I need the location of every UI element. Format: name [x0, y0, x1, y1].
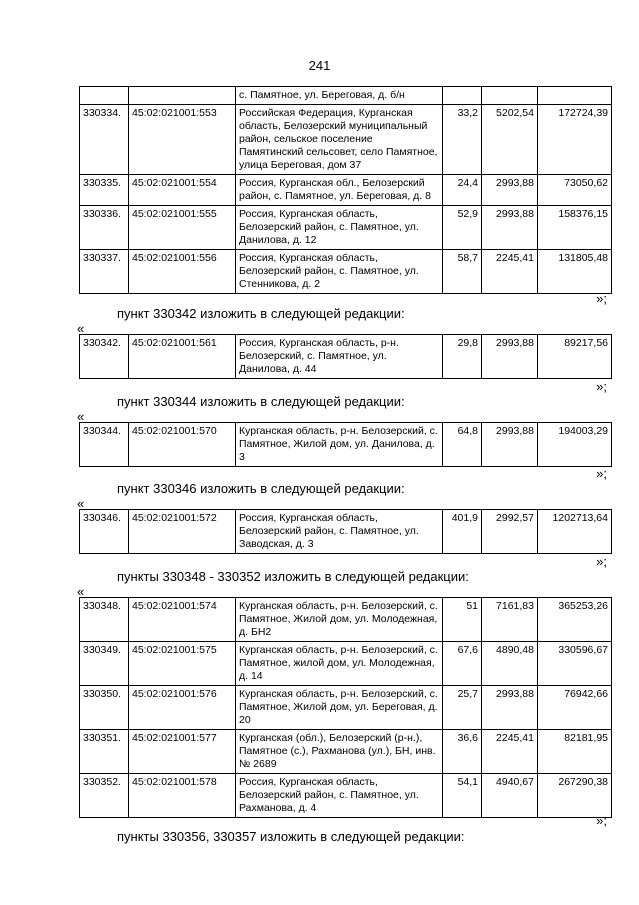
- cadastral-number: 45:02:021001:572: [129, 510, 236, 554]
- open-quote: «: [77, 496, 85, 511]
- cadastral-value-cell: 330596,67: [538, 642, 612, 686]
- row-number: 330349.: [80, 642, 129, 686]
- table-row: [80, 642, 612, 686]
- cadastral-value-cell: 73050,62: [538, 175, 612, 206]
- row-number: 330348.: [80, 598, 129, 642]
- close-quote: »;: [596, 813, 607, 828]
- close-quote: »;: [596, 291, 607, 306]
- close-quote: »;: [596, 379, 607, 394]
- cadastral-value-cell: 1202713,64: [538, 510, 612, 554]
- area-cell: 51: [443, 598, 482, 642]
- table-row: [80, 87, 612, 105]
- register-table: [79, 86, 612, 294]
- table-row: [80, 686, 612, 730]
- register-table: [79, 597, 612, 818]
- cadastral-number: 45:02:021001:553: [129, 105, 236, 175]
- address-cell: Курганская область, р-н. Белозерский, с. Памятное, жилой дом, ул. Молодежная, д. 14: [236, 642, 443, 686]
- close-quote: »;: [596, 554, 607, 569]
- amendment-instruction: пункты 330348 - 330352 изложить в следующей редакции:: [117, 569, 469, 584]
- address-cell: Курганская (обл.), Белозерский (р-н.), Памятное (с.), Рахманова (ул.), БН, инв. № 2689: [236, 730, 443, 774]
- unit-price-cell: [482, 87, 538, 105]
- area-cell: 64,8: [443, 423, 482, 467]
- register-table: [79, 422, 612, 467]
- row-number: 330351.: [80, 730, 129, 774]
- register-table: [79, 334, 612, 379]
- open-quote: «: [77, 409, 85, 424]
- unit-price-cell: 2992,57: [482, 510, 538, 554]
- cadastral-value-cell: 89217,56: [538, 335, 612, 379]
- row-number: 330346.: [80, 510, 129, 554]
- row-number: [80, 87, 129, 105]
- cadastral-value-cell: 267290,38: [538, 774, 612, 818]
- unit-price-cell: 2245,41: [482, 250, 538, 294]
- cadastral-number: 45:02:021001:555: [129, 206, 236, 250]
- cadastral-number: [129, 87, 236, 105]
- cadastral-number: 45:02:021001:570: [129, 423, 236, 467]
- cadastral-value-cell: [538, 87, 612, 105]
- row-number: 330350.: [80, 686, 129, 730]
- cadastral-number: 45:02:021001:575: [129, 642, 236, 686]
- row-number: 330335.: [80, 175, 129, 206]
- address-cell: с. Памятное, ул. Береговая, д. б/н: [236, 87, 443, 105]
- unit-price-cell: 4940,67: [482, 774, 538, 818]
- table-row: [80, 335, 612, 379]
- cadastral-number: 45:02:021001:576: [129, 686, 236, 730]
- cadastral-value-cell: 131805,48: [538, 250, 612, 294]
- address-cell: Россия, Курганская обл., Белозерский район, с. Памятное, ул. Береговая, д. 8: [236, 175, 443, 206]
- unit-price-cell: 2993,88: [482, 686, 538, 730]
- row-number: 330352.: [80, 774, 129, 818]
- table-row: [80, 423, 612, 467]
- cadastral-value-cell: 172724,39: [538, 105, 612, 175]
- row-number: 330337.: [80, 250, 129, 294]
- table-row: [80, 250, 612, 294]
- area-cell: 58,7: [443, 250, 482, 294]
- table-row: [80, 598, 612, 642]
- open-quote: «: [77, 584, 85, 599]
- address-cell: Курганская область, р-н. Белозерский, с. Памятное, Жилой дом, ул. Данилова, д. 3: [236, 423, 443, 467]
- cadastral-value-cell: 194003,29: [538, 423, 612, 467]
- register-table: [79, 509, 612, 554]
- unit-price-cell: 2993,88: [482, 206, 538, 250]
- area-cell: 54,1: [443, 774, 482, 818]
- table-row: [80, 730, 612, 774]
- cadastral-number: 45:02:021001:556: [129, 250, 236, 294]
- page-number: 241: [308, 58, 331, 73]
- area-cell: 29,8: [443, 335, 482, 379]
- close-quote: »;: [596, 466, 607, 481]
- address-cell: Россия, Курганская область, Белозерский район, с. Памятное, ул. Стенникова, д. 2: [236, 250, 443, 294]
- cadastral-value-cell: 158376,15: [538, 206, 612, 250]
- row-number: 330334.: [80, 105, 129, 175]
- row-number: 330342.: [80, 335, 129, 379]
- address-cell: Курганская область, р-н. Белозерский, с. Памятное, Жилой дом, ул. Береговая, д. 20: [236, 686, 443, 730]
- cadastral-number: 45:02:021001:578: [129, 774, 236, 818]
- area-cell: 401,9: [443, 510, 482, 554]
- area-cell: 24,4: [443, 175, 482, 206]
- cadastral-number: 45:02:021001:561: [129, 335, 236, 379]
- cadastral-value-cell: 82181,95: [538, 730, 612, 774]
- unit-price-cell: 2993,88: [482, 335, 538, 379]
- table-row: [80, 175, 612, 206]
- cadastral-number: 45:02:021001:574: [129, 598, 236, 642]
- unit-price-cell: 7161,83: [482, 598, 538, 642]
- table-row: [80, 105, 612, 175]
- cadastral-value-cell: 76942,66: [538, 686, 612, 730]
- unit-price-cell: 2245,41: [482, 730, 538, 774]
- amendment-instruction: пункты 330356, 330357 изложить в следующей редакции:: [117, 829, 465, 844]
- address-cell: Россия, Курганская область, р-н. Белозерский, с. Памятное, ул. Данилова, д. 44: [236, 335, 443, 379]
- row-number: 330344.: [80, 423, 129, 467]
- row-number: 330336.: [80, 206, 129, 250]
- unit-price-cell: 2993,88: [482, 175, 538, 206]
- area-cell: 25,7: [443, 686, 482, 730]
- address-cell: Россия, Курганская область, Белозерский район, с. Памятное, ул. Рахманова, д. 4: [236, 774, 443, 818]
- address-cell: Курганская область, р-н. Белозерский, с. Памятное, Жилой дом, ул. Молодежная, д. БН2: [236, 598, 443, 642]
- table-row: [80, 206, 612, 250]
- open-quote: «: [77, 321, 85, 336]
- area-cell: 36,6: [443, 730, 482, 774]
- area-cell: 67,6: [443, 642, 482, 686]
- cadastral-number: 45:02:021001:554: [129, 175, 236, 206]
- area-cell: 52,9: [443, 206, 482, 250]
- address-cell: Россия, Курганская область, Белозерский район, с. Памятное, ул. Данилова, д. 12: [236, 206, 443, 250]
- unit-price-cell: 4890,48: [482, 642, 538, 686]
- table-row: [80, 510, 612, 554]
- area-cell: [443, 87, 482, 105]
- cadastral-value-cell: 365253,26: [538, 598, 612, 642]
- amendment-instruction: пункт 330342 изложить в следующей редакции:: [117, 306, 405, 321]
- address-cell: Российская Федерация, Курганская область, Белозерский муниципальный район, сельское поселение Памятинский сельсовет, село Памятное, улица Береговая, дом 37: [236, 105, 443, 175]
- area-cell: 33,2: [443, 105, 482, 175]
- amendment-instruction: пункт 330344 изложить в следующей редакции:: [117, 394, 405, 409]
- unit-price-cell: 5202,54: [482, 105, 538, 175]
- address-cell: Россия, Курганская область, Белозерский район, с. Памятное, ул. Заводская, д. 3: [236, 510, 443, 554]
- unit-price-cell: 2993,88: [482, 423, 538, 467]
- cadastral-number: 45:02:021001:577: [129, 730, 236, 774]
- table-row: [80, 774, 612, 818]
- amendment-instruction: пункт 330346 изложить в следующей редакции:: [117, 481, 405, 496]
